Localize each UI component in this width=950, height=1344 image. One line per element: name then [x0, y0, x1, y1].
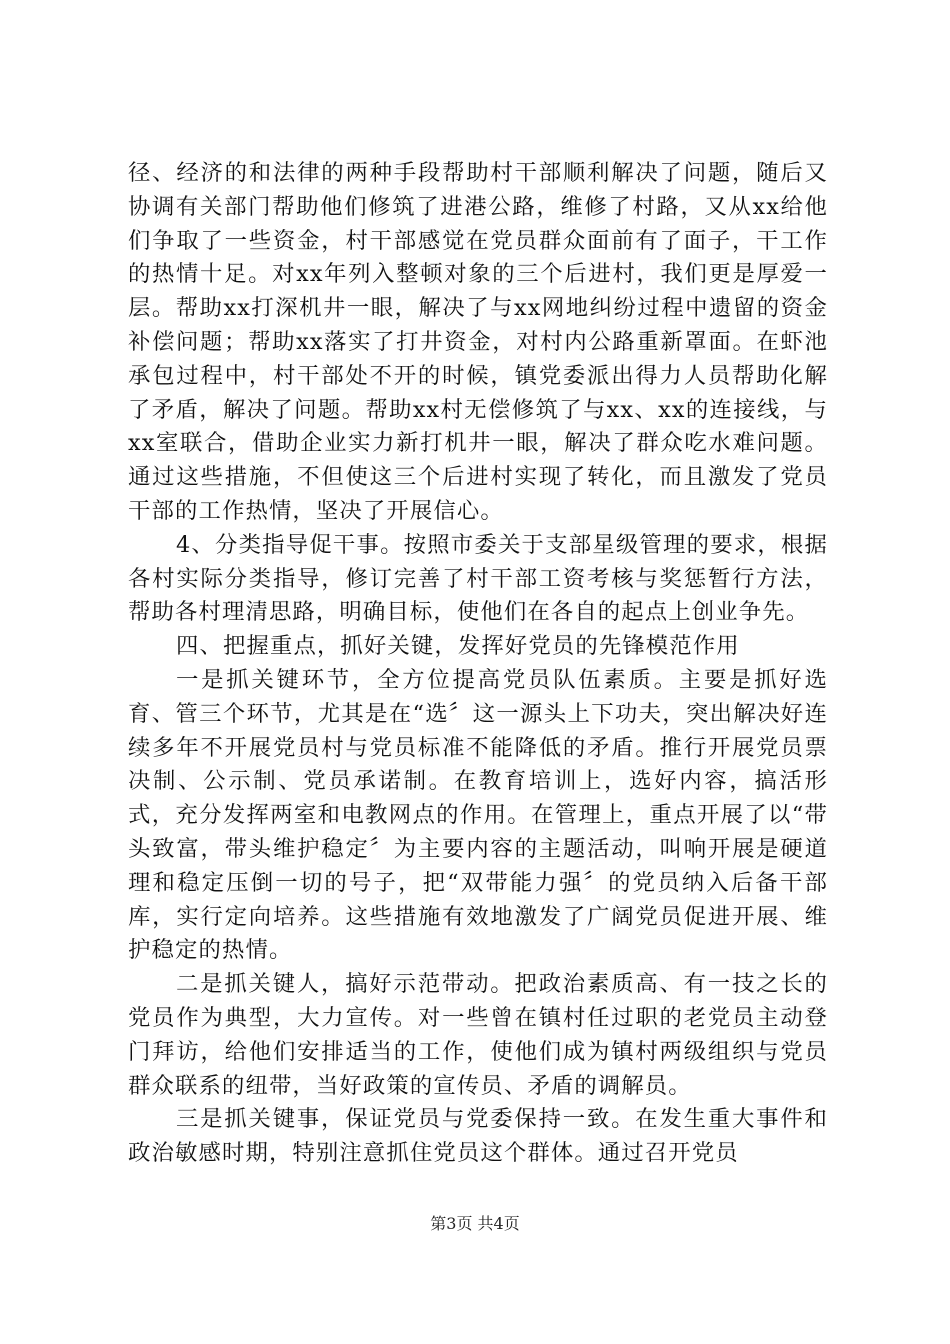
- paragraph-2: 4、分类指导促干事。按照市委关于支部星级管理的要求，根据各村实际分类指导，修订完善了村干部工资考核与奖惩暂行方法，帮助各村理清思路，明确目标，使他们在各自的起点上创业争先。: [128, 531, 828, 626]
- paragraph-4: 二是抓关键人，搞好示范带动。把政治素质高、有一技之长的党员作为典型，大力宣传。对一些曾在镇村任过职的老党员主动登门拜访，给他们安排适当的工作，使他们成为镇村两级组织与党员群众联系的纽带，当好政策的宣传员、矛盾的调解员。: [128, 971, 828, 1099]
- section-heading: 四、把握重点，抓好关键，发挥好党员的先锋模范作用: [176, 633, 740, 660]
- paragraph-5: 三是抓关键事，保证党员与党委保持一致。在发生重大事件和政治敏感时期，特别注意抓住党员这个群体。通过召开党员: [128, 1106, 828, 1167]
- page-footer: 第3页 共4页: [430, 1214, 520, 1233]
- paragraph-3: 一是抓关键环节，全方位提高党员队伍素质。主要是抓好选育、管三个环节，尤其是在“选〞这一源头上下功夫，突出解决好连续多年不开展党员村与党员标准不能降低的矛盾。推行开展党员票决制、公示制、党员承诺制。在教育培训上，选好内容，搞活形式，充分发挥两室和电教网点的作用。在管理上，重点开展了以“带头致富，带头维护稳定〞为主要内容的主题活动，叫响开展是硬道理和稳定压倒一切的号子，把“双带能力强〞的党员纳入后备干部库，实行定向培养。这些措施有效地激发了广阔党员促进开展、维护稳定的热情。: [128, 666, 828, 964]
- document-body: [128, 157, 828, 1171]
- paragraph-1: 径、经济的和法律的两种手段帮助村干部顺利解决了问题，随后又协调有关部门帮助他们修筑了进港公路，维修了村路，又从xx给他们争取了一些资金，村干部感觉在党员群众面前有了面子，干工作的热情十足。对xx年列入整顿对象的三个后进村，我们更是厚爱一层。帮助xx打深机井一眼，解决了与xx网地纠纷过程中遗留的资金补偿问题；帮助xx落实了打井资金，对村内公路重新罩面。在虾池承包过程中，村干部处不开的时候，镇党委派出得力人员帮助化解了矛盾，解决了问题。帮助xx村无偿修筑了与xx、xx的连接线，与xx室联合，借助企业实力新打机井一眼，解决了群众吃水难问题。通过这些措施，不但使这三个后进村实现了转化，而且激发了党员干部的工作热情，坚决了开展信心。: [128, 160, 828, 524]
